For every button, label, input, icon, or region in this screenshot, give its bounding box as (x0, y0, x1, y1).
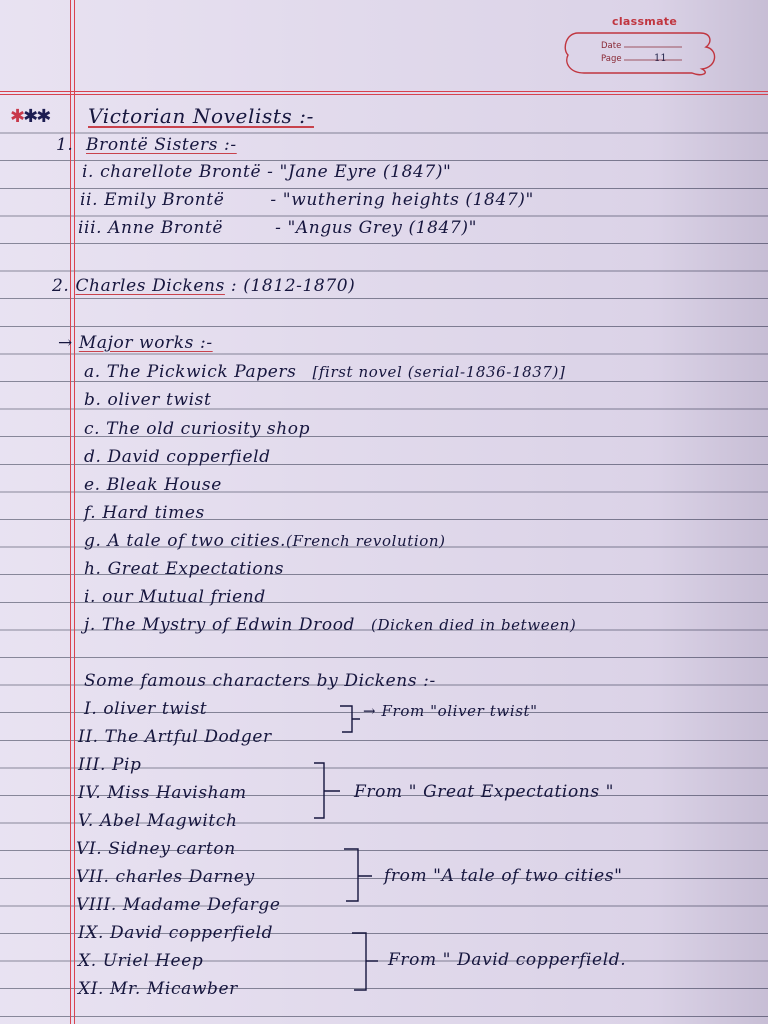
character-name: The Artful Dodger (104, 727, 272, 747)
character-item (78, 783, 247, 803)
work-title: Great Expectations (107, 559, 285, 579)
work-title: oliver twist (107, 390, 212, 410)
work-title: David copperfield (107, 447, 271, 467)
work-item (84, 531, 446, 551)
character-number: V. (78, 811, 94, 831)
top-margin-line (0, 91, 768, 92)
work-note: (Dicken died in between) (371, 616, 577, 634)
character-name: David copperfield (110, 923, 274, 943)
bronte-item-work: "wuthering heights (1847)" (282, 190, 534, 210)
work-letter: b. (84, 390, 102, 410)
bronte-item (78, 218, 477, 238)
star-icon-blue: ✱ (36, 106, 50, 127)
work-letter: f. (84, 503, 97, 523)
character-item (76, 895, 281, 915)
work-note: (French revolution) (286, 532, 446, 550)
work-title: Bleak House (106, 475, 222, 495)
bronte-item-dash: - (275, 218, 282, 238)
character-number: XI. (78, 979, 105, 999)
dickens-dates: : (1812-1870) (230, 276, 356, 296)
left-margin-line-2 (74, 0, 75, 1024)
character-name: charles Darney (115, 867, 255, 887)
brace-great-expectations (310, 760, 344, 822)
character-number: IX. (78, 923, 105, 943)
work-title: The Mystry of Edwin Drood (101, 615, 356, 635)
character-name: Mr. Micawber (110, 979, 238, 999)
star-markers (10, 106, 49, 127)
work-item (84, 447, 271, 467)
character-item (78, 727, 272, 747)
character-number: X. (78, 951, 97, 971)
character-number: IV. (78, 783, 102, 803)
work-item (84, 419, 310, 439)
section-number-dickens: 2. (52, 276, 70, 296)
character-item (78, 923, 273, 943)
page-heading: Victorian Novelists :- (88, 104, 314, 128)
character-name: Madame Defarge (122, 895, 281, 915)
character-name: Sidney carton (108, 839, 236, 859)
work-item (84, 615, 576, 635)
work-title: A tale of two cities. (107, 531, 287, 551)
character-item (78, 811, 238, 831)
character-name: oliver twist (103, 699, 208, 719)
work-item (84, 475, 222, 495)
character-number: VIII. (76, 895, 117, 915)
work-item (84, 503, 205, 523)
character-name: Pip (111, 755, 142, 775)
brace-tale-of-two-cities (342, 846, 374, 904)
dickens-heading (52, 276, 355, 296)
character-number: VII. (76, 867, 110, 887)
star-icon-red: ✱ (10, 106, 24, 127)
character-item (78, 979, 238, 999)
character-name: Uriel Heep (102, 951, 204, 971)
bronte-item-work: "Jane Eyre (1847)" (279, 162, 452, 182)
work-letter: e. (84, 475, 101, 495)
work-item (84, 587, 266, 607)
character-item (76, 839, 236, 859)
character-number: II. (78, 727, 99, 747)
work-letter: i. (84, 587, 97, 607)
character-item (78, 951, 203, 971)
arrow-right-icon: → (58, 333, 73, 353)
date-page-stamp (562, 27, 722, 79)
group-label: From " Great Expectations " (354, 782, 615, 802)
bronte-item-name: Anne Brontë (108, 218, 224, 238)
notebook-brand-logo: classmate (612, 15, 678, 28)
bronte-item-name: Emily Brontë (104, 190, 225, 210)
character-name: Miss Havisham (107, 783, 247, 803)
bronte-item-dash: - (267, 162, 274, 182)
work-title: The Pickwick Papers (106, 362, 297, 382)
top-margin-line-2 (0, 94, 768, 95)
character-name: Abel Magwitch (99, 811, 238, 831)
bronte-item-name: charellote Brontë (100, 162, 262, 182)
brace-david-copperfield (350, 930, 380, 994)
work-item (84, 390, 211, 410)
character-item (78, 755, 142, 775)
section-number-bronte: 1. (56, 135, 74, 155)
bronte-item-number: iii. (78, 218, 103, 238)
character-number: III. (78, 755, 106, 775)
character-number: VI. (76, 839, 103, 859)
brace-oliver-twist (338, 702, 362, 736)
group-label: from "A tale of two cities" (384, 866, 623, 886)
bronte-heading: Brontë Sisters :- (86, 135, 237, 155)
bronte-item (80, 190, 534, 210)
work-letter: c. (84, 419, 101, 439)
character-item (76, 867, 255, 887)
group-source: From "oliver twist" (381, 702, 538, 720)
work-item (84, 362, 565, 382)
bronte-item-number: i. (82, 162, 95, 182)
bronte-item-dash: - (270, 190, 277, 210)
bronte-item-number: ii. (80, 190, 99, 210)
work-title: our Mutual friend (102, 587, 266, 607)
characters-heading: Some famous characters by Dickens :- (84, 671, 436, 691)
group-label: From " David copperfield. (388, 950, 627, 970)
work-item (84, 559, 284, 579)
work-letter: h. (84, 559, 102, 579)
character-item (84, 699, 207, 719)
bronte-item (82, 162, 451, 182)
dickens-name: Charles Dickens (75, 276, 225, 296)
work-letter: g. (84, 531, 102, 551)
work-letter: j. (84, 615, 96, 635)
work-title: Hard times (102, 503, 205, 523)
major-works-heading (58, 333, 213, 353)
group-label (363, 701, 538, 721)
bronte-item-work: "Angus Grey (1847)" (287, 218, 477, 238)
page-label: Page (601, 54, 622, 64)
page-number: 11 (654, 53, 667, 64)
star-icon-blue: ✱ (23, 106, 37, 127)
arrow-right-icon: → (363, 702, 377, 720)
date-label: Date (601, 41, 622, 51)
major-works-label: Major works :- (78, 333, 213, 353)
work-title: The old curiosity shop (106, 419, 311, 439)
work-note: [first novel (serial-1836-1837)] (312, 363, 566, 381)
work-letter: a. (84, 362, 101, 382)
character-number: I. (84, 699, 98, 719)
work-letter: d. (84, 447, 102, 467)
